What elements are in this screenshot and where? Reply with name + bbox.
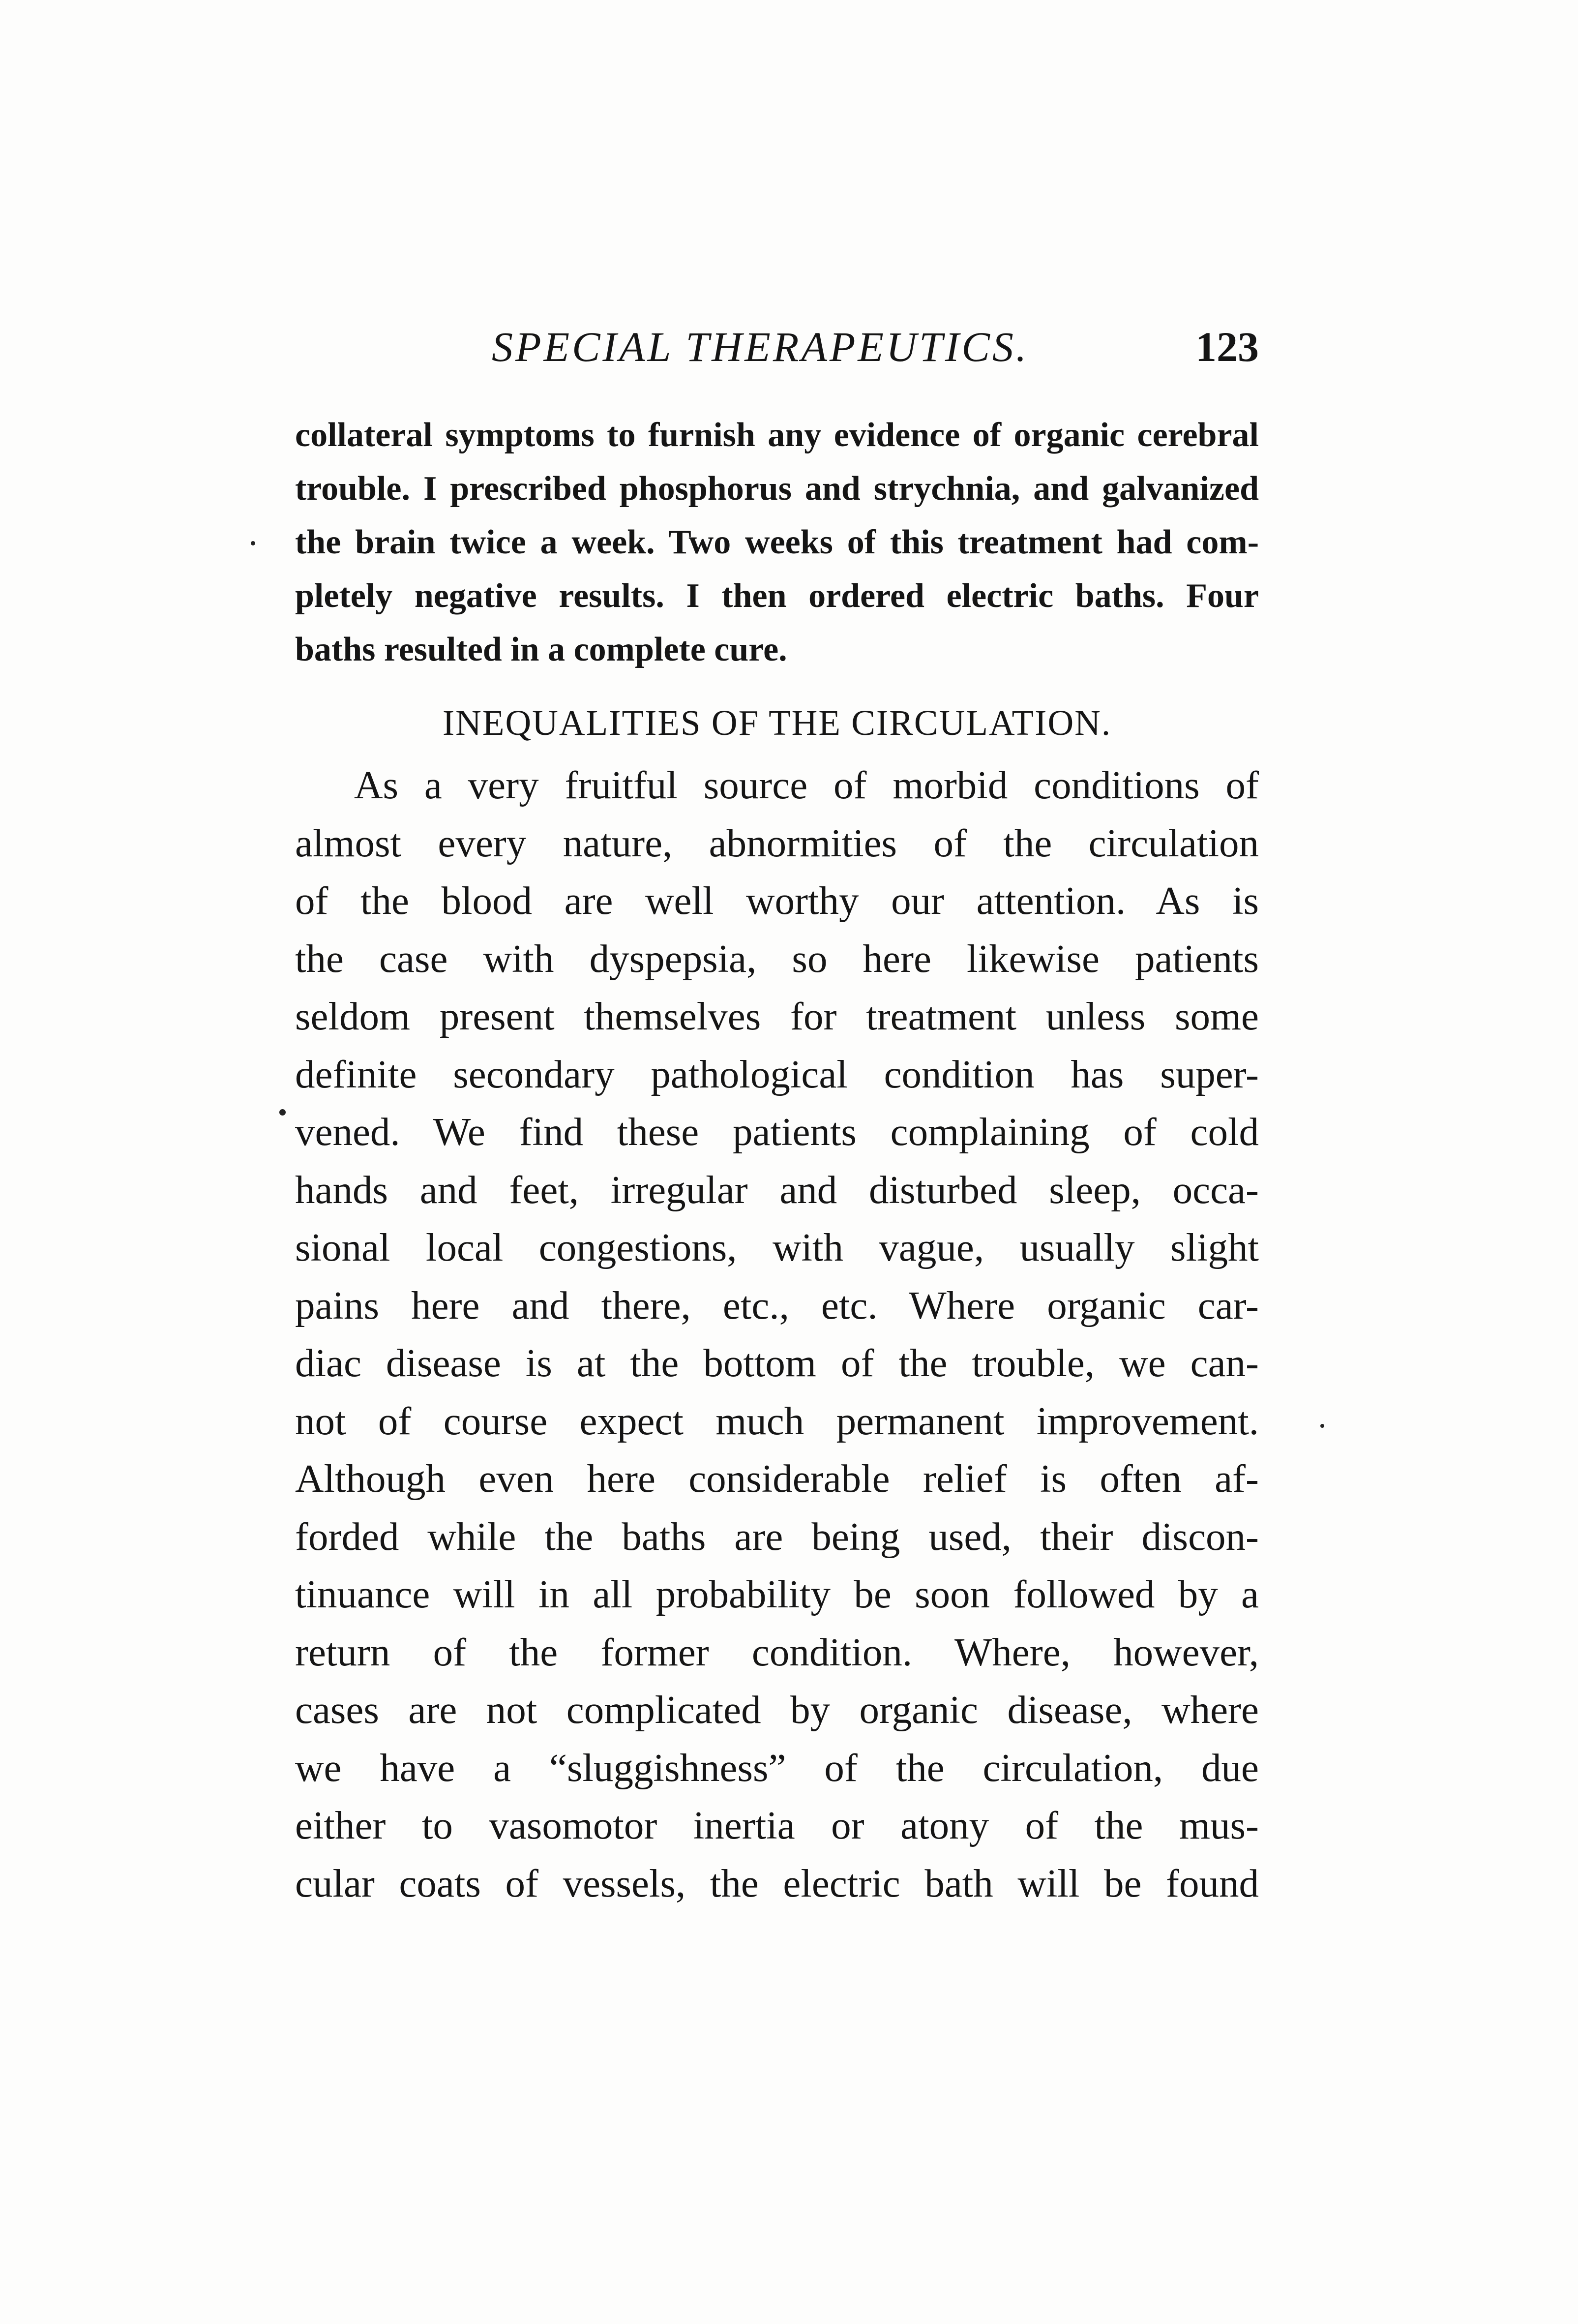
text-line: definite secondary pathological condition has super-	[295, 1052, 1259, 1096]
body-paragraph	[295, 756, 1259, 1912]
page-header	[492, 315, 1259, 379]
text-line: sional local congestions, with vague, usually slight	[295, 1225, 1259, 1269]
text-line: seldom present themselves for treatment unless some	[295, 994, 1259, 1038]
text-line: vened. We find these patients complaining of cold	[295, 1110, 1259, 1154]
text-line: of the blood are well worthy our attention. As is	[295, 878, 1259, 923]
margin-speck	[1320, 1424, 1324, 1428]
case-report-paragraph	[295, 408, 1259, 676]
text-line: As a very fruitful source of morbid conditions of	[354, 763, 1259, 807]
text-line: pletely negative results. I then ordered electric baths. Four	[295, 577, 1259, 615]
text-line: pains here and there, etc., etc. Where organic car-	[295, 1283, 1259, 1328]
text-line: the case with dyspepsia, so here likewise patients	[295, 936, 1259, 981]
text-line: either to vasomotor inertia or atony of the mus-	[295, 1803, 1259, 1847]
text-line: diac disease is at the bottom of the trouble, we can-	[295, 1341, 1259, 1385]
text-line: Although even here considerable relief is often af-	[295, 1456, 1259, 1501]
text-line: hands and feet, irregular and disturbed sleep, occa-	[295, 1167, 1259, 1212]
margin-speck	[279, 1109, 286, 1116]
text-line: collateral symptoms to furnish any evidence of organic cerebral	[295, 416, 1259, 454]
text-line: not of course expect much permanent improvement.	[295, 1398, 1259, 1443]
text-line: baths resulted in a complete cure.	[295, 631, 787, 668]
running-head: SPECIAL THERAPEUTICS.	[492, 323, 1029, 370]
text-line: forded while the baths are being used, their discon-	[295, 1514, 1259, 1559]
text-line: almost every nature, abnormities of the circulation	[295, 820, 1259, 865]
text-line: trouble. I prescribed phosphorus and strychnia, and galvanized	[295, 470, 1259, 508]
text-line: tinuance will in all probability be soon followed by a	[295, 1572, 1259, 1616]
text-line: the brain twice a week. Two weeks of this treatment had com-	[295, 523, 1259, 561]
text-line: cular coats of vessels, the electric bath will be found	[295, 1861, 1259, 1905]
section-heading: INEQUALITIES OF THE CIRCULATION.	[442, 703, 1112, 743]
text-line: cases are not complicated by organic disease, where	[295, 1688, 1259, 1732]
margin-speck	[251, 541, 255, 545]
text-line: return of the former condition. Where, however,	[295, 1630, 1259, 1674]
text-line: we have a “sluggishness” of the circulation, due	[295, 1745, 1259, 1790]
page-number: 123	[1195, 323, 1259, 370]
